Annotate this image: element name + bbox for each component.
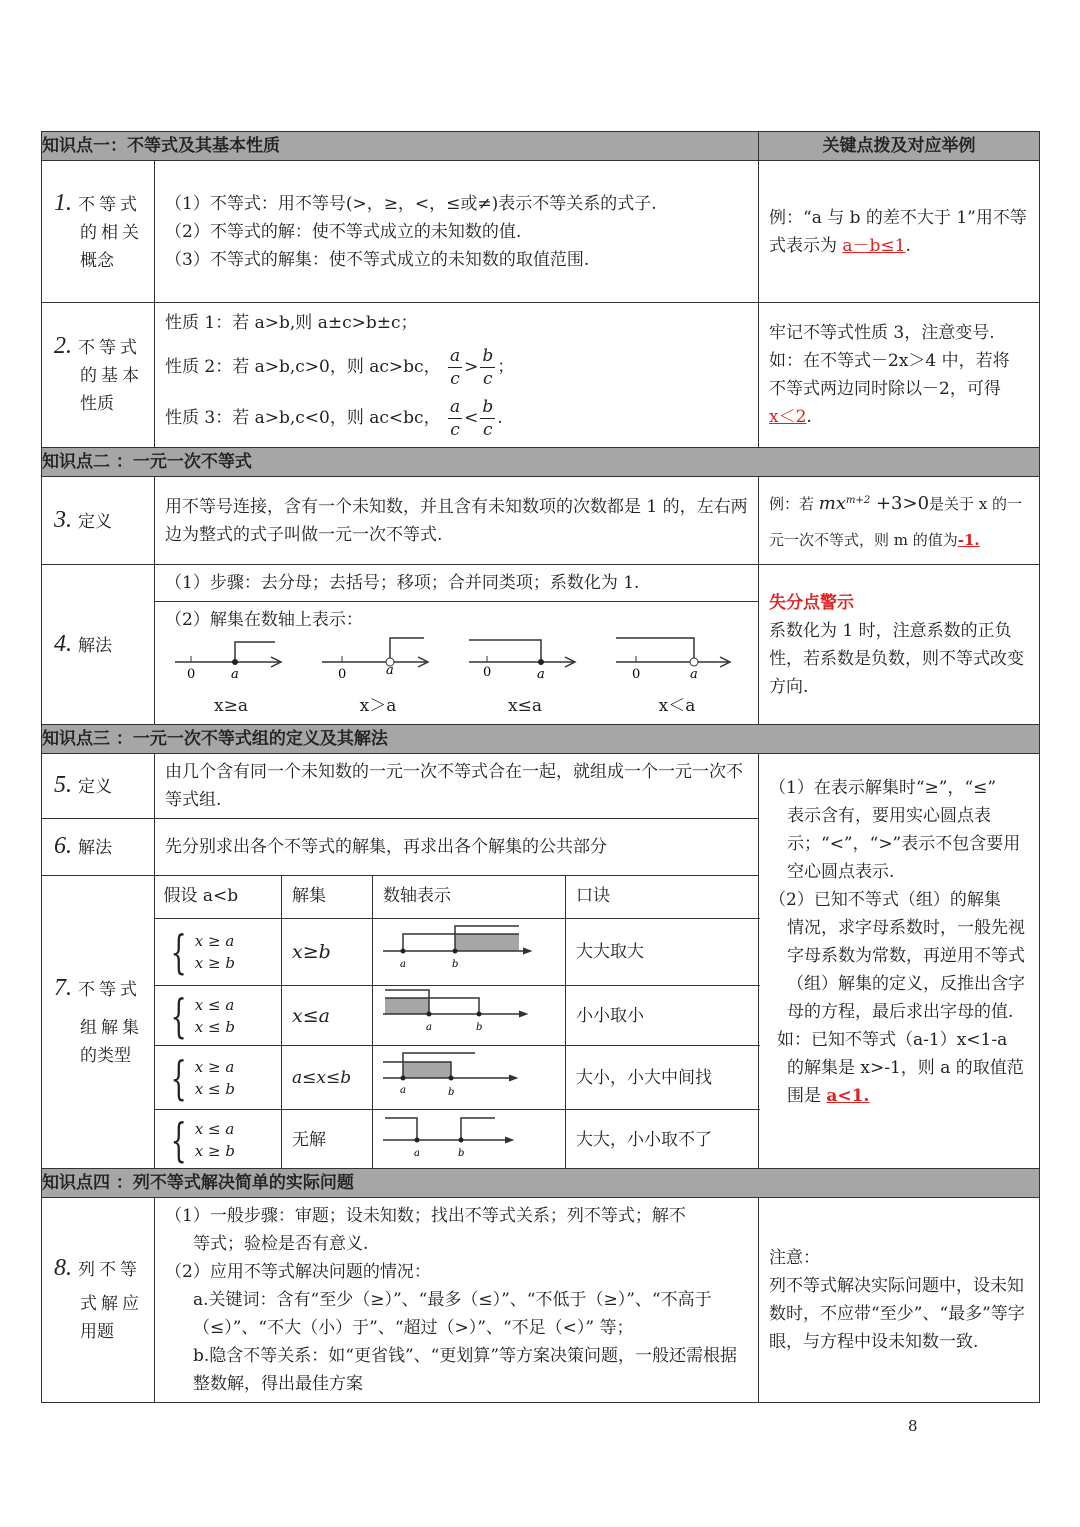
svg-text:0: 0 xyxy=(483,665,492,680)
column-header: 假设 a<b xyxy=(154,875,282,919)
section-header-2 xyxy=(42,448,1040,477)
step-text: （1）步骤：去分母；去括号；移项；合并同类项；系数化为 1. xyxy=(155,565,759,602)
row-number: 7. xyxy=(54,974,72,1001)
property-text: 性质 3：若 a>b,c<0，则 ac<bc， xyxy=(165,408,441,428)
step-text: （2）解集在数轴上表示： xyxy=(165,610,363,630)
section-header-3 xyxy=(42,725,1040,754)
section-title: 知识点一：不等式及其基本性质 xyxy=(42,132,759,161)
row-label xyxy=(42,477,155,565)
solution-cell: x≤a xyxy=(282,986,373,1046)
number-line-le xyxy=(465,634,585,720)
row-content: 先分别求出各个不等式的解集，再求出各个解集的公共部分 xyxy=(155,819,759,876)
section-title: 知识点二 ：一元一次不等式 xyxy=(42,448,1040,477)
number-line-icon xyxy=(171,634,291,692)
system-cell: { x ≤ a x ≤ b xyxy=(154,986,282,1046)
number-line-ge xyxy=(171,634,291,720)
property-2 xyxy=(165,345,748,390)
note-text: 表示含有，要用实心圆点表示；“<”，“>”表示不包含要用空心圆点表示. xyxy=(787,806,1021,882)
row-content: 用不等号连接，含有一个未知数，并且含有未知数项的次数都是 1 的，左右两边为整式的式子叫做一元一次不等式. xyxy=(155,477,759,565)
svg-text:0: 0 xyxy=(187,667,196,682)
denominator: c xyxy=(450,420,460,440)
svg-text:b: b xyxy=(448,1087,455,1098)
note-title: 注意： xyxy=(769,1247,820,1268)
row-note xyxy=(759,161,1040,303)
row-number: 6. xyxy=(54,833,72,859)
denominator: c xyxy=(483,369,493,389)
axis-caption: x≤a xyxy=(508,696,542,716)
content-line: （2）应用不等式解决问题的情况： xyxy=(165,1261,431,1282)
note-text: （2）已知不等式（组）的解集 xyxy=(769,890,1001,910)
mnemonic-cell: 大大，小小取不了 xyxy=(566,1110,760,1170)
row-number: 1. xyxy=(54,189,72,216)
table-row xyxy=(42,477,1040,565)
note-text: （1）在表示解集时“≥”，“≤” xyxy=(769,778,997,798)
axis-caption: x＜a xyxy=(658,696,696,716)
column-title-notes: 关键点拨及对应举例 xyxy=(759,132,1040,161)
inner-row xyxy=(154,1046,760,1110)
fraction xyxy=(448,396,462,441)
table-row xyxy=(42,754,1040,819)
knowledge-table-page xyxy=(41,131,1039,1403)
axis-caption: x＞a xyxy=(359,696,397,716)
denominator: c xyxy=(450,369,460,389)
note-text: 例：“a 与 b 的差不大于 1”用不等式表示为 xyxy=(769,207,1027,256)
table-row xyxy=(42,1197,1040,1402)
label-text: 的基本 xyxy=(80,366,143,386)
svg-text:0: 0 xyxy=(632,667,641,682)
row-content: 由几个含有同一个未知数的一元一次不等式合在一起，就组成一个一元一次不等式组. xyxy=(155,754,759,819)
inner-row xyxy=(154,919,760,986)
answer-text: x＜2 xyxy=(769,407,807,427)
inequality: x ≤ a xyxy=(194,995,235,1014)
svg-text:a: a xyxy=(400,1085,406,1096)
axis-caption: x≥a xyxy=(214,696,248,716)
row-label xyxy=(42,754,155,819)
content-line: b.隐含不等关系：如“更省钱”、“更划算”等方案决策问题，一般还需根据整数解，得出最佳方案 xyxy=(193,1345,738,1394)
axis-cell xyxy=(373,1110,566,1170)
label-text: 组解集 xyxy=(80,1017,143,1038)
content-line: a.关键词：含有“至少（≥）”、“最多（≤）”、“不低于（≥）”、“不高于（≤）”、“不大（小）于”、“超过（>）”、“不足（<）” 等； xyxy=(193,1289,712,1338)
property-3 xyxy=(165,396,748,441)
number-line-cell xyxy=(155,602,759,725)
note-text: 的解集是 x>-1，则 a 的取值范围是 xyxy=(787,1058,1024,1106)
label-text: 不等式 xyxy=(78,338,141,358)
label-text: 定义 xyxy=(78,777,112,797)
inner-header-row xyxy=(154,875,760,919)
row-content xyxy=(155,303,759,448)
svg-text:a: a xyxy=(426,1022,432,1033)
row-content xyxy=(155,161,759,303)
number-line-figures xyxy=(165,634,748,720)
content-line: （1）不等式：用不等号(>，≥，<，≤或≠)表示不等关系的式子. xyxy=(165,193,657,214)
property-1: 性质 1：若 a>b,则 a±c>b±c； xyxy=(165,313,418,333)
row-number: 5. xyxy=(54,772,72,798)
note-text: 如：在不等式－2x＞4 中，若将 xyxy=(769,351,1010,371)
fraction xyxy=(480,345,495,390)
solution-types-table xyxy=(154,875,760,1170)
table-row xyxy=(42,161,1040,303)
table-row xyxy=(42,565,1040,602)
label-text: 解法 xyxy=(78,838,112,858)
note-text: . xyxy=(905,235,911,256)
column-header: 解集 xyxy=(282,875,373,919)
inequality: x ≥ a xyxy=(194,932,235,950)
content-line: （3）不等式的解集：使不等式成立的未知数的取值范围. xyxy=(165,249,590,270)
mnemonic-cell: 小小取小 xyxy=(566,986,760,1046)
svg-text:a: a xyxy=(690,667,698,682)
content-line: （1）一般步骤：审题；设未知数；找出不等式关系；列不等式；解不 xyxy=(165,1205,686,1226)
number-line-gt xyxy=(318,634,438,720)
inner-row xyxy=(154,1110,760,1170)
axis-cell xyxy=(373,1046,566,1110)
row-content xyxy=(155,1197,759,1402)
solution-cell: 无解 xyxy=(282,1110,373,1170)
row-label xyxy=(42,819,155,876)
axis-cell xyxy=(373,919,566,986)
label-text: 的相关 xyxy=(80,222,143,243)
row-note xyxy=(759,565,1040,725)
label-text: 式解应 xyxy=(80,1293,143,1314)
denominator: c xyxy=(483,420,493,440)
operator: > xyxy=(464,357,479,377)
svg-text:b: b xyxy=(452,958,459,970)
column-header: 数轴表示 xyxy=(373,875,566,919)
system-cell: { x ≥ a x ≤ b xyxy=(154,1046,282,1110)
svg-text:a: a xyxy=(386,663,394,678)
label-text: 的类型 xyxy=(80,1045,131,1066)
numerator: b xyxy=(482,346,494,366)
warning-text: 系数化为 1 时，注意系数的正负性，若系数是负数，则不等式改变方向. xyxy=(769,620,1024,697)
numerator: a xyxy=(449,397,461,417)
operator: < xyxy=(464,408,479,428)
note-text: 列不等式解决实际问题中，设未知数时，不应带“至少”、“最多”等字眼，与方程中设未知数一致. xyxy=(769,1275,1025,1352)
fraction xyxy=(480,396,495,441)
math-exponent: m+2 xyxy=(846,495,871,506)
punct: . xyxy=(497,408,503,428)
note-text: 例：若 xyxy=(769,495,819,513)
column-header: 口诀 xyxy=(566,875,760,919)
axis-cell xyxy=(373,986,566,1046)
section-title: 知识点三 ：一元一次不等式组的定义及其解法 xyxy=(42,725,1040,754)
inequality: x ≥ b xyxy=(194,954,235,972)
section-title: 知识点四 ：列不等式解决简单的实际问题 xyxy=(42,1168,1040,1197)
svg-text:b: b xyxy=(476,1022,483,1033)
inner-row xyxy=(154,986,760,1046)
section-header-1 xyxy=(42,132,1040,161)
inequality: x ≤ b xyxy=(194,1017,235,1036)
label-text: 列不等 xyxy=(78,1259,141,1280)
number-line-icon xyxy=(383,986,533,1036)
note-text: 情况，求字母系数时，一般先视字母系数为常数，再逆用不等式（组）解集的定义，反推出含字母的方程，最后求出字母的值. xyxy=(787,918,1025,1022)
table-row xyxy=(42,303,1040,448)
warning-title: 失分点警示 xyxy=(769,592,854,613)
svg-text:a: a xyxy=(400,958,406,970)
svg-text:a: a xyxy=(231,667,239,682)
note-text: 牢记不等式性质 3，注意变号. xyxy=(769,323,995,343)
label-text: 不等式 xyxy=(78,979,141,1000)
numerator: b xyxy=(482,397,494,417)
page-number: 8 xyxy=(908,1417,918,1435)
mnemonic-cell: 大小，小大中间找 xyxy=(566,1046,760,1110)
row-label xyxy=(42,161,155,303)
answer-text: -1. xyxy=(957,531,980,549)
svg-text:a: a xyxy=(414,1148,420,1159)
mnemonic-cell: 大大取大 xyxy=(566,919,760,986)
knowledge-table xyxy=(41,131,1040,1403)
number-line-icon xyxy=(383,1048,533,1098)
row-label xyxy=(42,565,155,725)
note-text: 是关于 x 的一元一次不等式，则 m 的值为 xyxy=(769,495,1023,549)
number-line-lt xyxy=(612,634,742,720)
inequality: x ≤ b xyxy=(194,1079,235,1098)
content-line: （2）不等式的解：使不等式成立的未知数的值. xyxy=(165,221,522,242)
label-text: 解法 xyxy=(78,635,112,656)
number-line-icon xyxy=(465,634,585,692)
solution-cell: x≥b xyxy=(282,919,373,986)
row-label xyxy=(42,876,155,1169)
inequality: x ≥ b xyxy=(194,1141,235,1160)
inequality: x ≥ a xyxy=(194,1057,235,1076)
row-note xyxy=(759,754,1040,1169)
answer-text: a<1. xyxy=(826,1086,870,1106)
row-label xyxy=(42,303,155,448)
svg-text:a: a xyxy=(537,667,545,682)
label-text: 不等式 xyxy=(78,194,141,215)
math-text: +3>0 xyxy=(870,493,930,514)
content-line: 等式；验检是否有意义. xyxy=(193,1233,369,1254)
number-line-icon xyxy=(383,923,533,973)
system-cell: { x ≥ a x ≥ b xyxy=(154,919,282,986)
answer-text: a－b≤1 xyxy=(842,235,906,256)
note-text: 不等式两边同时除以－2，可得 xyxy=(769,379,1001,399)
row-number: 2. xyxy=(54,333,72,359)
row-number: 3. xyxy=(54,506,72,533)
number-line-icon xyxy=(383,1110,533,1160)
math-text: mx xyxy=(818,493,847,514)
row-label xyxy=(42,1197,155,1402)
note-text: 如：已知不等式（a-1）x<1-a xyxy=(777,1030,1008,1050)
number-line-icon xyxy=(318,634,438,692)
punct: ； xyxy=(497,357,515,377)
fraction xyxy=(448,345,462,390)
row-number: 8. xyxy=(54,1254,72,1281)
label-text: 定义 xyxy=(78,511,112,532)
note-text: . xyxy=(806,407,812,427)
inequality: x ≤ a xyxy=(194,1119,235,1138)
solution-types-cell xyxy=(155,876,759,1169)
label-text: 概念 xyxy=(80,250,114,271)
row-number: 4. xyxy=(54,630,72,657)
numerator: a xyxy=(449,346,461,366)
label-text: 用题 xyxy=(80,1321,114,1342)
property-text: 性质 2：若 a>b,c>0，则 ac>bc， xyxy=(165,357,441,377)
system-cell: { x ≤ a x ≥ b xyxy=(154,1110,282,1170)
label-text: 性质 xyxy=(80,394,114,414)
section-header-4 xyxy=(42,1168,1040,1197)
number-line-icon xyxy=(612,634,742,692)
svg-text:b: b xyxy=(458,1148,465,1159)
row-note xyxy=(759,303,1040,448)
row-note xyxy=(759,1197,1040,1402)
solution-cell: a≤x≤b xyxy=(282,1046,373,1110)
svg-text:0: 0 xyxy=(338,667,347,682)
row-note xyxy=(759,477,1040,565)
